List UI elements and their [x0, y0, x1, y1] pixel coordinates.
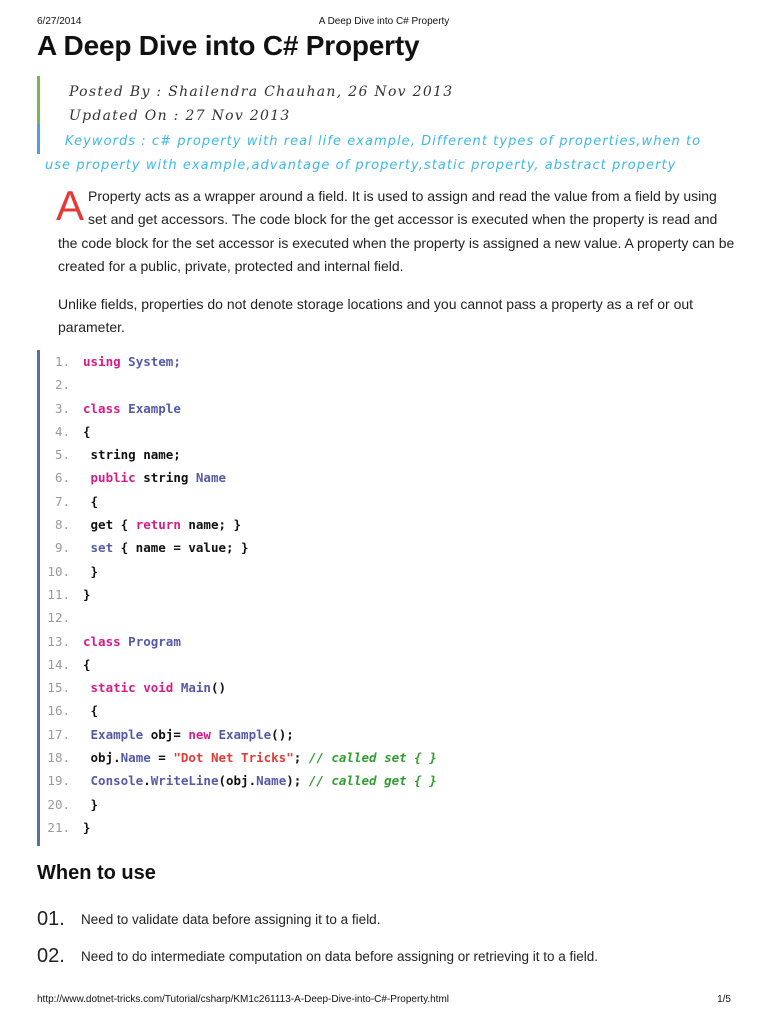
code-text: class Program — [83, 633, 181, 649]
code-line — [40, 513, 740, 536]
meta-accent-bar — [37, 76, 40, 124]
print-date: 6/27/2014 — [37, 16, 82, 27]
list-text: Need to do intermediate computation on data before assigning or retrieving it to a field. — [81, 949, 599, 964]
line-number: 8. — [54, 517, 70, 533]
code-line — [40, 653, 740, 676]
code-text: public string Name — [90, 470, 227, 486]
line-number: 14. — [47, 656, 70, 672]
code-line — [40, 699, 740, 722]
when-to-use-heading: When to use — [37, 862, 156, 884]
line-number: 17. — [47, 726, 70, 742]
print-page-title: A Deep Dive into C# Property — [318, 16, 450, 27]
code-text: } — [83, 586, 91, 602]
article-title: A Deep Dive into C# Property — [37, 30, 420, 61]
code-line — [40, 466, 740, 489]
line-number: 15. — [47, 680, 70, 696]
code-text: { — [83, 423, 91, 439]
line-number: 9. — [54, 540, 70, 556]
page-number: 1/5 — [717, 994, 731, 1005]
print-header — [37, 16, 731, 30]
code-text: Example obj= new Example(); — [90, 726, 294, 742]
line-number: 20. — [47, 796, 70, 812]
updated-on: Updated On : 27 Nov 2013 — [69, 108, 291, 124]
line-number: 2. — [54, 377, 70, 393]
code-line — [40, 746, 740, 769]
code-line — [40, 490, 740, 513]
code-line — [40, 793, 740, 816]
code-line — [40, 560, 740, 583]
code-line — [40, 443, 740, 466]
code-text: { — [83, 656, 91, 672]
line-number: 6. — [54, 470, 70, 486]
line-number: 18. — [47, 750, 70, 766]
code-line — [40, 769, 740, 792]
code-line — [40, 536, 740, 559]
list-number: 01. — [37, 908, 65, 930]
line-number: 21. — [47, 819, 70, 835]
code-line — [40, 606, 740, 629]
code-line — [40, 816, 740, 839]
code-text: string name; — [83, 447, 181, 463]
line-number: 16. — [47, 703, 70, 719]
list-number: 02. — [37, 945, 65, 967]
code-line — [40, 397, 740, 420]
line-number: 13. — [47, 633, 70, 649]
code-text: obj.Name = "Dot Net Tricks"; // called set { } — [90, 750, 437, 766]
line-number: 1. — [54, 354, 70, 369]
list-text: Need to validate data before assigning it to a field. — [81, 912, 381, 927]
code-line — [40, 723, 740, 746]
code-line — [40, 676, 740, 699]
code-text: using System; — [83, 354, 181, 369]
list-item — [37, 908, 737, 938]
keywords: Keywords : c# property with real life example, Different types of properties,when to use property with example,advantage of property,static property, abstract property — [45, 134, 702, 173]
code-text: } — [83, 563, 99, 579]
print-footer — [37, 994, 731, 1008]
code-line — [40, 630, 740, 653]
meta-accent-bar-blue — [37, 124, 40, 154]
list-item — [37, 945, 737, 975]
line-number: 5. — [54, 447, 70, 463]
code-text: } — [83, 819, 91, 835]
drop-cap: A — [56, 182, 85, 229]
code-text: set { name = value; } — [90, 540, 249, 556]
code-text: Console.WriteLine(obj.Name); // called get { } — [90, 773, 437, 789]
line-number: 7. — [54, 493, 70, 509]
code-block — [37, 350, 740, 846]
code-line — [40, 420, 740, 443]
code-text: class Example — [83, 400, 181, 416]
line-number: 12. — [47, 610, 70, 626]
code-line — [40, 583, 740, 606]
line-number: 10. — [47, 563, 70, 579]
article-meta — [37, 76, 727, 176]
line-number: 4. — [54, 423, 70, 439]
page-url: http://www.dotnet-tricks.com/Tutorial/csharp/KM1c261113-A-Deep-Dive-into-C#-Property.html — [37, 994, 449, 1005]
intro-paragraph — [56, 182, 738, 278]
line-number: 19. — [47, 773, 70, 789]
posted-by: Posted By : Shailendra Chauhan, 26 Nov 2013 — [69, 84, 454, 100]
code-text: { — [83, 493, 99, 509]
code-line — [40, 373, 740, 396]
line-number: 3. — [54, 400, 70, 416]
code-text: { — [83, 703, 99, 719]
code-text: } — [83, 796, 99, 812]
code-line — [40, 350, 740, 373]
code-text: static void Main() — [90, 680, 227, 696]
code-text: get { return name; } — [83, 517, 242, 533]
second-paragraph: Unlike fields, properties do not denote storage locations and you cannot pass a property as a ref or out parameter. — [58, 296, 694, 336]
intro-text: Property acts as a wrapper around a field. It is used to assign and read the value from a field by using set and get accessors. The code block for the get accessor is executed when the property is read and the code block for the set accessor is executed when the property is assigned a new value. A property can be created for a public, private, protected and internal field. — [58, 188, 735, 274]
line-number: 11. — [47, 586, 70, 602]
